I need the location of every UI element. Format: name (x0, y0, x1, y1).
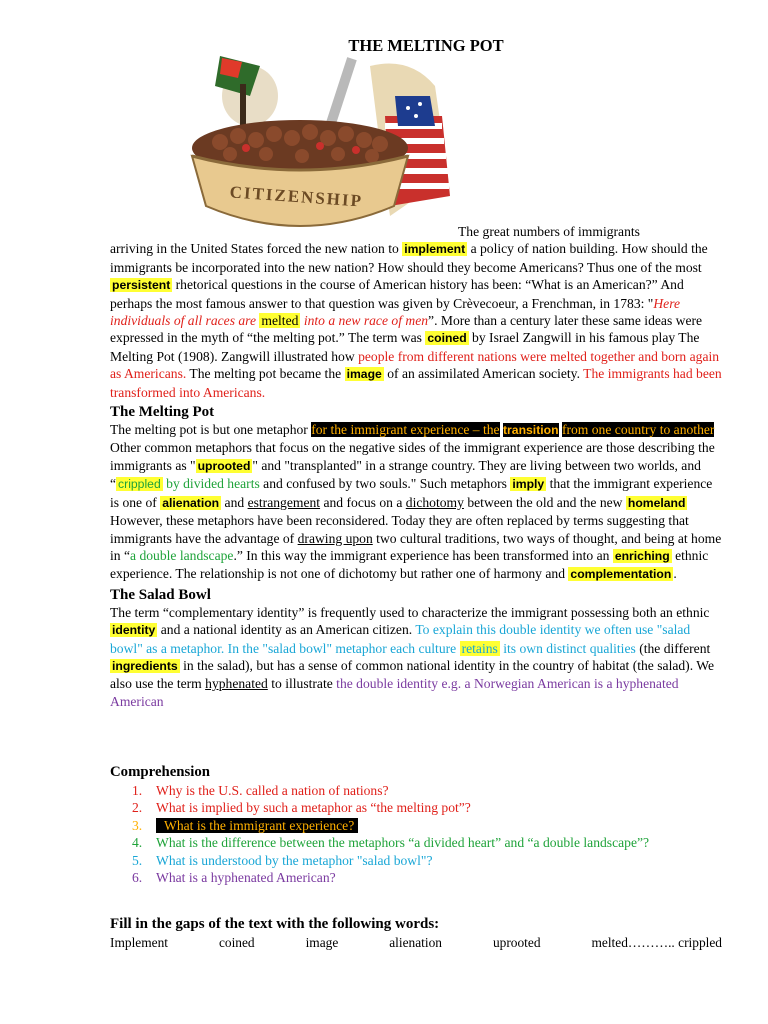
keyword-persistent: persistent (112, 278, 171, 293)
page-title: THE MELTING POT (348, 36, 504, 55)
comprehension-heading: Comprehension (110, 764, 211, 780)
question-item: 2. What is implied by such a metaphor as “the melting pot”? (132, 800, 471, 816)
word-bank-item: image (305, 935, 339, 950)
keyword-melted: melted (261, 313, 299, 329)
keyword-uprooted: uprooted (197, 458, 251, 473)
pot-label: CITIZENSHIP (229, 182, 364, 211)
question-item: 5. What is understood by the metaphor "salad bowl"? (132, 852, 433, 868)
keyword-complementation: complementation (570, 567, 672, 582)
intro-paragraph: The great numbers of immigrants arriving in the United States forced the new nation to implement a policy of nation building. How should the immigrants be incorporated into the new nation? How should they become Americans? Thus one of the most persistent rhetorical questions in the course of American history has been: “What is an American?” And perhaps the most famous answer to that question was given by Crèvecoeur, a Frenchman, in 1783: "Here individuals of all races are melted into a new race of men”. More than a century later these same ideas were expressed in the myth of “the melting pot.” The term was coined by Israel Zangwill in his famous play The Melting Pot (1908). Zangwill illustrated how people from different nations were melted together and born again as Americans. The melting pot became the image of an assimilated American society. The immigrants had been transformed into Americans. (110, 224, 722, 400)
salad-bowl-paragraph: The term “complementary identity” is frequently used to characterize the immigrant possessing both an ethnic identity and a national identity as an American citizen. To explain this double identity we often use "salad bowl" as a metaphor. In the "salad bowl" metaphor each culture retains its own distinct qualities (the different ingredients in the salad), but has a sense of common national identity in the country of habitat (the salad). We also use the term hyphenated to illustrate the double identity e.g. a Norwegian American is a hyphenated American (110, 604, 715, 709)
word-bank-item: Implement (110, 935, 169, 950)
keyword-transition: transition (503, 423, 559, 438)
keyword-alienation: alienation (162, 495, 220, 510)
keyword-implement: implement (404, 242, 466, 257)
heading-melting-pot: The Melting Pot (110, 404, 215, 421)
word-bank-item: melted……….. crippled (591, 935, 722, 950)
question-item: 1. Why is the U.S. called a nation of nations? (132, 783, 389, 798)
fill-in-heading: Fill in the gaps of the text with the following words: (110, 916, 440, 932)
word-bank-item: coined (218, 935, 255, 950)
keyword-crippled: crippled (118, 477, 161, 492)
question-item: 4. What is the difference between the metaphors “a divided heart” and “a double landscape”? (132, 835, 650, 851)
document-body (110, 0, 722, 1024)
keyword-coined: coined (427, 331, 467, 346)
keyword-homeland: homeland (627, 495, 686, 510)
keyword-image: image (346, 367, 382, 382)
keyword-ingredients: ingredients (112, 658, 178, 673)
word-bank (110, 935, 722, 951)
word-bank-item: uprooted (492, 935, 541, 950)
question-item: 6. What is a hyphenated American? (132, 870, 336, 886)
keyword-enriching: enriching (614, 548, 670, 563)
keyword-retains: retains (461, 640, 498, 656)
keyword-identity: identity (112, 623, 156, 638)
question-item: 3. What is the immigrant experience? (128, 817, 718, 834)
heading-salad-bowl: The Salad Bowl (110, 586, 211, 603)
word-bank-item: alienation (389, 935, 443, 950)
keyword-imply: imply (512, 477, 545, 492)
comprehension-questions (128, 782, 718, 886)
body-text (110, 223, 722, 710)
melting-pot-paragraph: The melting pot is but one metaphor for the immigrant experience – the transition from one country to another Other common metaphors that focus on the negative sides of the immigrant experience are those describing the immigrants as " uprooted " and "transplanted" in a strange country. They are living between two worlds, and “ crippled by divided hearts and confused by two souls." Such metaphors imply that the immigrant experience is one of alienation and estrangement and focus on a dichotomy between the old and the new homeland However, these metaphors have been reconsidered. Today they are often replaced by terms suggesting that immigrants have the advantage of drawing upon two cultural traditions, two ways of thought, and being at home in “a double landscape.” In this way the immigrant experience has been transformed into an enriching ethnic experience. The relationship is not one of dichotomy but rather one of harmony and complementation . (110, 422, 722, 582)
